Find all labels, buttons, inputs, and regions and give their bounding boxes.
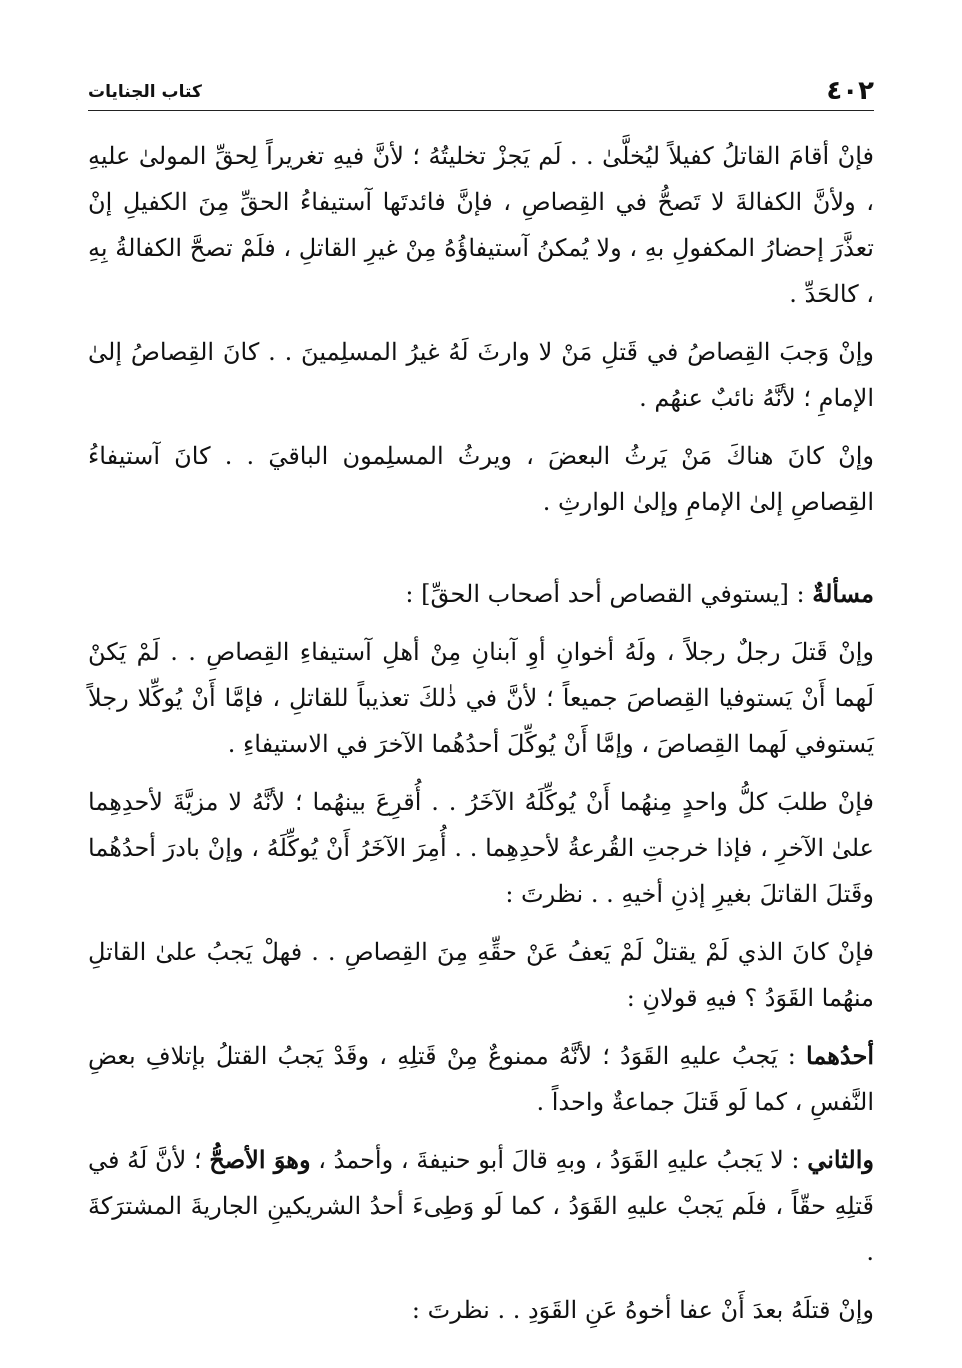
running-title: كتاب الجنايات — [88, 82, 202, 102]
paragraph-two-brothers — [88, 629, 874, 767]
book-page — [88, 72, 874, 1328]
paragraph-text: : لا يَجبُ عليهِ القَوَدُ ، وبهِ قالَ أبو حنيفةَ ، وأحمدُ ، — [310, 1146, 808, 1174]
paragraph-no-heir — [88, 329, 874, 421]
paragraph-partial-heir — [88, 433, 874, 525]
paragraph-text: وإنْ قتلَهُ بعدَ أَنْ عفا أخوهُ عَنِ القَوَدِ . . نظرتَ : — [411, 1296, 874, 1324]
paragraph-first-opinion — [88, 1033, 874, 1125]
paragraph-text: : يَجبُ عليهِ القَوَدُ ؛ لأنَّهُ ممنوعٌ مِنْ قَتلِهِ ، وقَدْ يَجبُ القتلُ بإتلافِ بعضِ النَّفسِ ، كما لَو قَتلَ جماعةٌ واحداً . — [88, 1042, 874, 1116]
paragraph-lottery — [88, 779, 874, 917]
first-opinion-lead: أحدُهما — [806, 1041, 874, 1070]
preferred-opinion-marker: وهوَ الأصحُّ — [209, 1145, 311, 1174]
section-heading-lead: مسألةٌ — [812, 579, 874, 608]
paragraph-text: وإنْ وَجبَ القِصاصُ في قَتلِ مَنْ لا وارثَ لَهُ غيرُ المسلِمينَ . . كانَ القِصاصُ إلىٰ الإمامِ ؛ لأنَّهُ نائبٌ عنهُم . — [88, 338, 874, 412]
paragraph-text: فإنْ كانَ الذي لَمْ يقتلْ لَمْ يَعفُ عَنْ حقِّهِ مِنَ القِصاصِ . . فهلْ يَجبُ علىٰ القاتلِ منهُما القَوَدُ ؟ فيهِ قولانِ : — [88, 938, 874, 1012]
page-header — [88, 72, 874, 111]
paragraph-text: فإنْ أقامَ القاتلُ كفيلاً ليُخلَّىٰ . . لَم يَجزْ تخليتُهُ ؛ لأنَّ فيهِ تغريراً لِحقِّ المولىٰ عليهِ ، ولأنَّ الكفالةَ لا تَصحُّ في القِصاصِ ، فإنَّ فائدتَها آستيفاءُ الحقِّ مِنَ الكفيلِ إنْ تعذَّرَ إحضارُ المكفولِ بهِ ، ولا يُمكنُ آستيفاؤُهُ مِنْ غيرِ القاتلِ ، فلَمْ تصحَّ الكفالةُ بِهِ ، كالحَدِّ . — [88, 142, 874, 308]
paragraph-second-opinion — [88, 1137, 874, 1275]
second-opinion-lead: والثاني — [807, 1145, 874, 1174]
body-text — [88, 133, 874, 1333]
paragraph-after-pardon — [88, 1287, 874, 1333]
paragraph-text: وإنْ قَتلَ رجلٌ رجلاً ، ولَهُ أخوانِ أوِ آبنانِ مِنْ أهلِ آستيفاءِ القِصاصِ . . لَمْ يَكنْ لَهما أَنْ يَستوفيا القِصاصَ جميعاً ؛ لأنَّ في ذٰلكَ تعذيباً للقاتلِ ، فإمَّا أَنْ يُوكِّلا رجلاً يَستوفي لَهما القِصاصَ ، وإمَّا أَنْ يُوكِّلَ أحدُهُما الآخرَ في الاستيفاءِ . — [88, 638, 874, 758]
section-heading — [88, 571, 874, 617]
paragraph-not-pardoned — [88, 929, 874, 1021]
paragraph-text: وإنْ كانَ هناكَ مَنْ يَرثُ البعضَ ، ويرثُ المسلِمون الباقيَ . . كانَ آستيفاءُ القِصاصِ إلىٰ الإمامِ وإلىٰ الوارثِ . — [88, 442, 874, 516]
section-heading-text: : [يستوفي القصاص أحد أصحاب الحقِّ] : — [405, 580, 813, 608]
paragraph-text-tail: ؛ لأنَّ لَهُ في قَتلِهِ حقّاً ، فلَم يَجبْ عليهِ القَوَدُ ، كما لَو وَطِىءَ أحدُ الشريكينِ الجاريةَ المشترَكةَ . — [88, 1146, 874, 1266]
paragraph-text: فإنْ طلبَ كلُّ واحدٍ مِنهُما أَنْ يُوكِّلَهُ الآخَرُ . . أُقرِعَ بينهُما ؛ لأنَّهُ لا مزيَّةَ لأحدِهِما علىٰ الآخرِ ، فإذا خرجتِ القُرعةُ لأحدِهِما . . أُمِرَ الآخَرُ أَنْ يُوكِّلَهُ ، وإنْ بادرَ أحدُهُما وقَتلَ القاتلَ بغيرِ إذنِ أخيهِ . . نظرتَ : — [88, 788, 874, 908]
page-number: ٤٠٢ — [826, 76, 874, 106]
paragraph-guarantor — [88, 133, 874, 317]
